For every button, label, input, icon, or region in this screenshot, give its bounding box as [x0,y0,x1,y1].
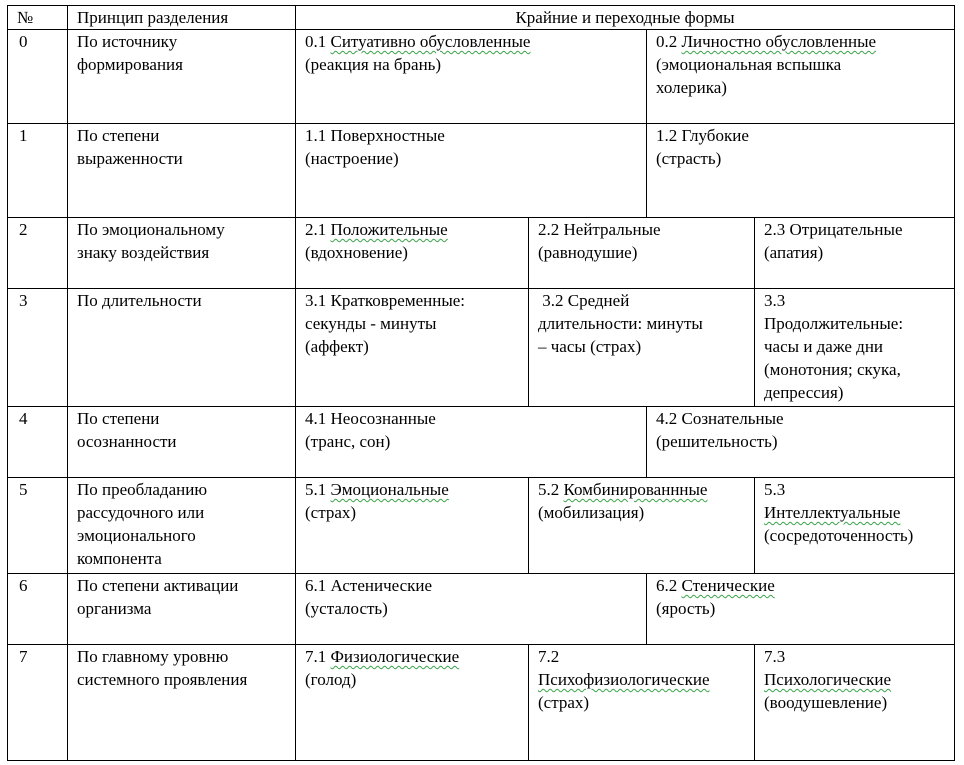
row-principle: По эмоциональному знаку воздействия [68,218,296,289]
row-principle: По длительности [68,289,296,407]
table-row [8,574,955,645]
row-num: 4 [8,407,68,478]
form-cell: 2.3 Отрицательные (апатия) [755,218,955,289]
form-cell: 0.2 Личностно обусловленные (эмоциональная вспышка холерика) [647,30,955,124]
table-row [8,218,955,289]
table-row [8,30,955,124]
row-principle: По степени выраженности [68,124,296,218]
form-cell: 1.2 Глубокие (страсть) [647,124,955,218]
row-num: 6 [8,574,68,645]
form-cell: 3.2 Средней длительности: минуты – часы (страх) [529,289,755,407]
form-cell: 6.1 Астенические (усталость) [296,574,647,645]
header-num: № [8,6,68,30]
form-cell: 6.2 Стенические (ярость) [647,574,955,645]
header-forms: Крайние и переходные формы [296,6,955,30]
table-row [8,289,955,407]
form-cell: 7.1 Физиологические (голод) [296,645,529,761]
form-cell: 2.1 Положительные (вдохновение) [296,218,529,289]
header-principle: Принцип разделения [68,6,296,30]
row-principle: По степени осознанности [68,407,296,478]
table-row [8,478,955,574]
form-cell: 3.3 Продолжительные: часы и даже дни (монотония; скука, депрессия) [755,289,955,407]
form-cell: 4.1 Неосознанные (транс, сон) [296,407,647,478]
row-principle: По преобладанию рассудочного или эмоционального компонента [68,478,296,574]
form-cell: 0.1 Ситуативно обусловленные (реакция на брань) [296,30,647,124]
form-cell: 2.2 Нейтральные (равнодушие) [529,218,755,289]
row-num: 0 [8,30,68,124]
form-cell: 5.3 Интеллектуальные (сосредоточенность) [755,478,955,574]
row-num: 3 [8,289,68,407]
table-row [8,407,955,478]
row-principle: По главному уровню системного проявления [68,645,296,761]
classification-table [7,5,955,761]
table-row [8,124,955,218]
form-cell: 5.1 Эмоциональные (страх) [296,478,529,574]
row-principle: По источнику формирования [68,30,296,124]
header-row [8,6,955,30]
form-cell: 4.2 Сознательные (решительность) [647,407,955,478]
row-num: 2 [8,218,68,289]
row-num: 7 [8,645,68,761]
form-cell: 5.2 Комбинированнные (мобилизация) [529,478,755,574]
row-num: 5 [8,478,68,574]
table-row [8,645,955,761]
form-cell: 7.3 Психологические (воодушевление) [755,645,955,761]
form-cell: 7.2 Психофизиологические (страх) [529,645,755,761]
row-num: 1 [8,124,68,218]
form-cell: 3.1 Кратковременные: секунды - минуты (аффект) [296,289,529,407]
row-principle: По степени активации организма [68,574,296,645]
form-cell: 1.1 Поверхностные (настроение) [296,124,647,218]
